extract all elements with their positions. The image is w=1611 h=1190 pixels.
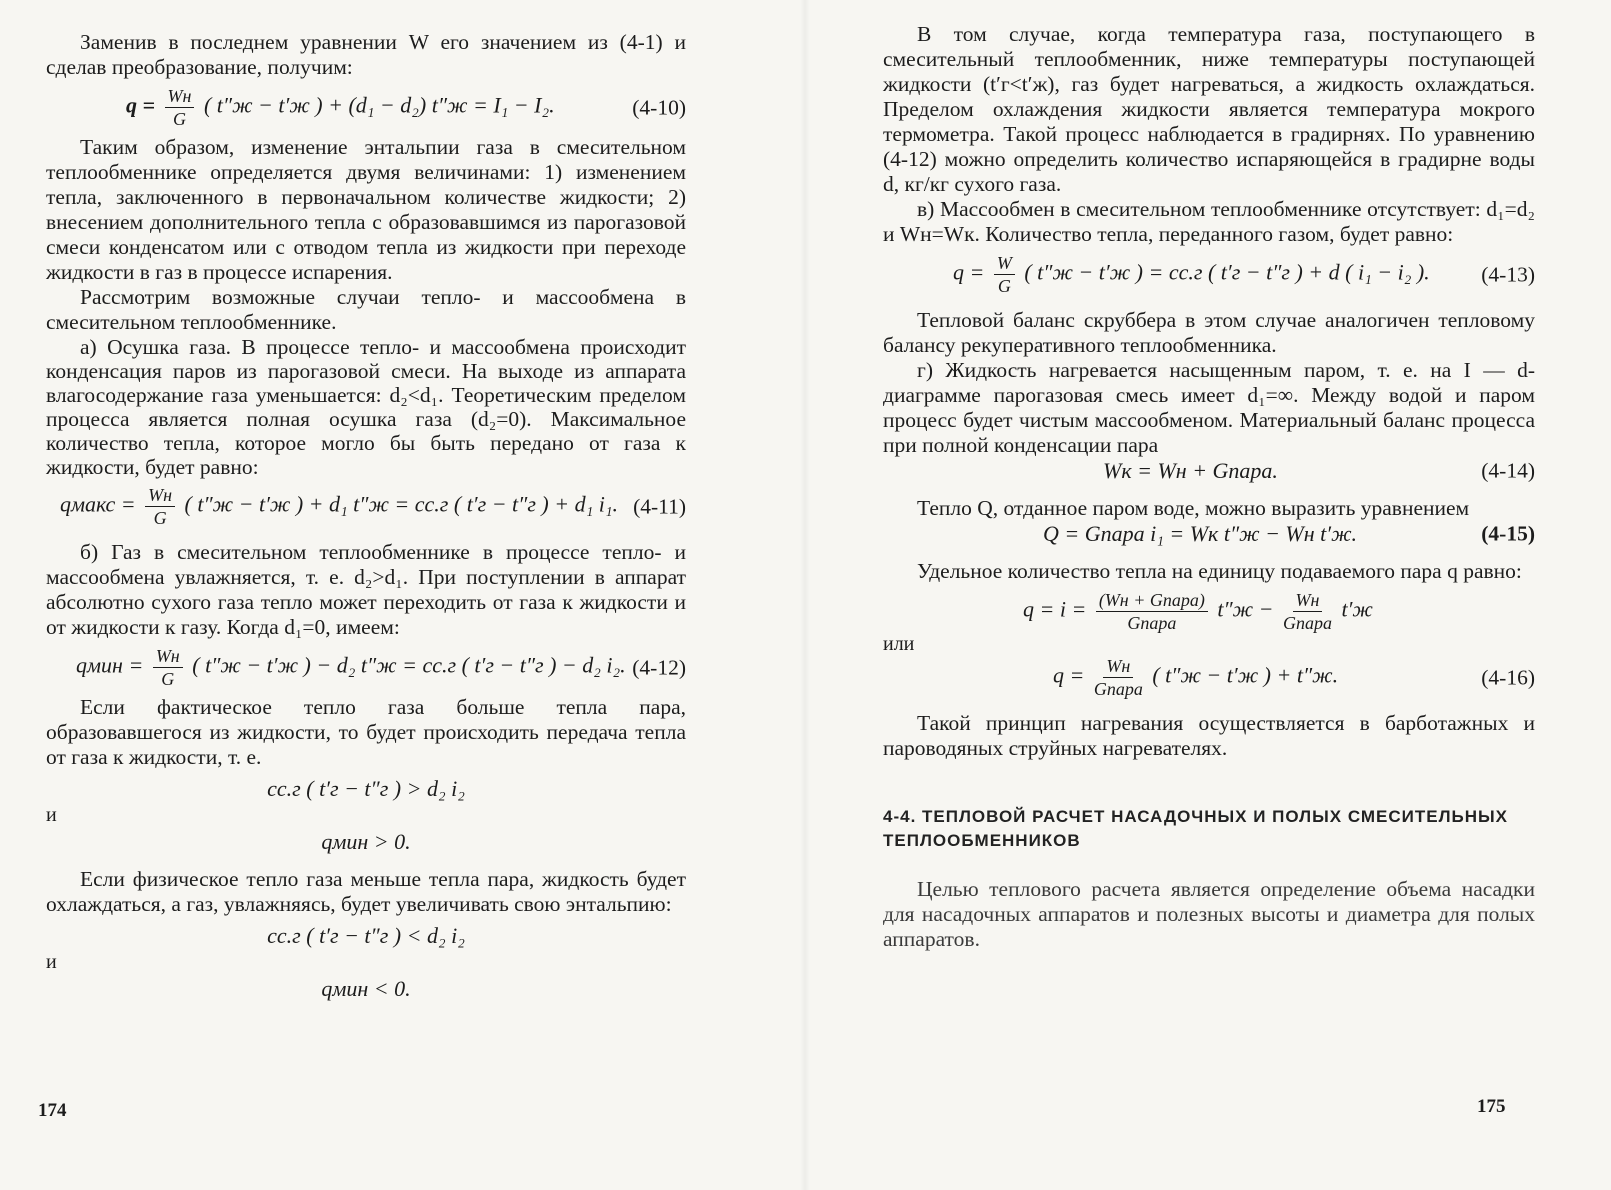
equation-body: t′ж: [1341, 596, 1373, 622]
page-number: 174: [38, 1100, 67, 1121]
equation-lhs: q =: [126, 92, 156, 118]
equation-lhs: qмакс =: [60, 491, 136, 517]
equation-lhs: q =: [1053, 662, 1085, 688]
conjunction: или: [883, 633, 915, 655]
equation-body: ( t″ж − t′ж ) = cс.г ( t′г − t″г ) + d ( i₁ − i₂ ).: [1024, 259, 1430, 285]
paragraph: Тепловой баланс скруббера в этом случае аналогичен тепловому балансу рекуперативного теплообменника.: [883, 308, 1535, 357]
paragraph: Тепло Q, отданное паром воде, можно выразить уравнением: [917, 496, 1470, 520]
fraction: $\frac{Wн}{\text{Gпара}}$: [1093, 656, 1143, 699]
equation-4-12: [46, 646, 686, 689]
equation-label: (4-12): [632, 655, 686, 679]
equation-label: (4-11): [633, 494, 686, 518]
equation-body: ( t″ж − t′ж ) + (d₁ − d₂) t″ж = I₁ − I₂.: [203, 92, 555, 118]
paragraph: Таким образом, изменение энтальпии газа в смесительном теплообменнике определяется двумя величинами: 1) изменением тепла, заключенного в первоначальном количестве жидкости; 2) внесением дополнительного тепла с образовавшимся из парогазовой смеси конденсатом или с отводом тепла из жидкости при переходе жидкости в газ в процессе испарения.: [46, 135, 686, 284]
equation-label: (4-10): [632, 95, 686, 119]
equation-body: ( t″ж − t′ж ) + t″ж.: [1152, 662, 1339, 688]
equation-4-16: [883, 656, 1535, 699]
fraction: $\frac{Wн}{G}$: [153, 646, 183, 689]
paragraph: а) Осушка газа. В процессе тепло- и массообмена происходит конденсация паров из парогазовой смеси. На выходе из аппарата влагосодержание газа уменьшается: d₂<d₁. Теоретическим пределом процесса является полная осушка газа (d₂=0). Максимальное количество тепла, которое могло бы быть передано от газа к жидкости, будет равно:: [46, 335, 686, 479]
fraction: $\frac{Wн}{G}$: [145, 485, 175, 528]
equation-body: Q = Gпара i₁ = Wк t″ж − Wн t′ж.: [1043, 521, 1358, 546]
equation-4-14: [883, 458, 1535, 484]
paragraph: Если фактическое тепло газа больше тепла пара, образовавшегося из жидкости, то будет происходить передача тепла от газа к жидкости, т. е.: [46, 695, 686, 769]
equation-4-13: [883, 253, 1535, 296]
paragraph: Удельное количество тепла на единицу подаваемого пара q равно:: [917, 559, 1522, 583]
paragraph: Целью теплового расчета является определение объема насадки для насадочных аппаратов и полезных высоты и диаметра для полых аппаратов.: [883, 877, 1535, 951]
equation-label: (4-16): [1481, 665, 1535, 689]
inequality: cс.г ( t′г − t″г ) > d₂ i₂: [267, 776, 465, 801]
equation-lhs: qмин =: [76, 652, 144, 678]
paragraph: г) Жидкость нагревается насыщенным паром, т. е. на I — d-диаграмме парогазовая смесь имеет d₁=∞. Между водой и паром процесс будет чистым массообменом. Материальный баланс процесса при полной конденсации пара: [883, 358, 1535, 457]
right-page: [805, 0, 1611, 1190]
conjunction: и: [46, 804, 57, 826]
left-page: [0, 0, 805, 1190]
inequality: qмин < 0.: [321, 976, 411, 1001]
conjunction: и: [46, 951, 57, 973]
equation-q-equals-i: [883, 590, 1535, 633]
right-text-column: [883, 22, 1535, 952]
paragraph: Если физическое тепло газа меньше тепла пара, жидкость будет охлаждаться, а газ, увлажняясь, будет увеличивать свою энтальпию:: [46, 867, 686, 916]
equation-label: (4-14): [1481, 458, 1535, 483]
inequality: qмин > 0.: [321, 829, 411, 854]
paragraph: В том случае, когда температура газа, поступающего в смесительный теплообменник, ниже температуры поступающей жидкости (t′г<t′ж), газ будет нагреваться, а жидкость охлаждаться. Пределом охлаждения жидкости является температура мокрого термометра. Такой процесс наблюдается в градирнях. По уравнению (4-12) можно определить количество испаряющейся в градирне воды d, кг/кг сухого газа.: [883, 22, 1535, 196]
fraction: $\frac{W}{G}$: [994, 253, 1015, 296]
section-heading: 4-4. ТЕПЛОВОЙ РАСЧЕТ НАСАДОЧНЫХ И ПОЛЫХ СМЕСИТЕЛЬНЫХ ТЕПЛООБМЕННИКОВ: [883, 807, 1508, 850]
paragraph: б) Газ в смесительном теплообменнике в процессе тепло- и массообмена увлажняется, т. е. d₂>d₁. При поступлении в аппарат абсолютно сухого газа тепло может переходить от газа к жидкости и от жидкости к газу. Когда d₁=0, имеем:: [46, 540, 686, 639]
left-text-column: [46, 30, 686, 1002]
equation-body: t″ж −: [1217, 596, 1274, 622]
fraction: $\frac{Wн}{G}$: [165, 86, 195, 129]
paragraph: в) Массообмен в смесительном теплообменнике отсутствует: d₁=d₂ и Wн=Wк. Количество тепла, переданного газом, будет равно:: [883, 197, 1535, 246]
equation-4-15: [883, 521, 1535, 547]
fraction: $\frac{Wн}{\text{Gпара}}$: [1282, 590, 1332, 633]
equation-body: ( t″ж − t′ж ) − d₂ t″ж = cс.г ( t′г − t″г ) − d₂ i₂.: [192, 652, 626, 678]
fraction: $\frac{\text{(Wн + Gпара)}}{\text{Gпара}}$: [1096, 590, 1208, 633]
equation-lhs: q =: [953, 259, 985, 285]
equation-body: Wк = Wн + Gпара.: [1103, 458, 1278, 483]
equation-lhs: q = i =: [1023, 596, 1087, 622]
paragraph: Рассмотрим возможные случаи тепло- и массообмена в смесительном теплообменнике.: [46, 285, 686, 334]
inequality: cс.г ( t′г − t″г ) < d₂ i₂: [267, 923, 465, 948]
equation-label: (4-15): [1481, 521, 1535, 546]
equation-4-11: [46, 485, 686, 528]
equation-label: (4-13): [1481, 262, 1535, 286]
paragraph: Такой принцип нагревания осуществляется в барботажных и пароводяных струйных нагревателях.: [883, 711, 1535, 760]
page-number: 175: [1477, 1096, 1506, 1117]
equation-4-10: [46, 86, 686, 129]
paragraph: Заменив в последнем уравнении W его значением из (4-1) и сделав преобразование, получим:: [46, 30, 686, 79]
equation-body: ( t″ж − t′ж ) + d₁ t″ж = cс.г ( t′г − t″г ) + d₁ i₁.: [184, 491, 618, 517]
